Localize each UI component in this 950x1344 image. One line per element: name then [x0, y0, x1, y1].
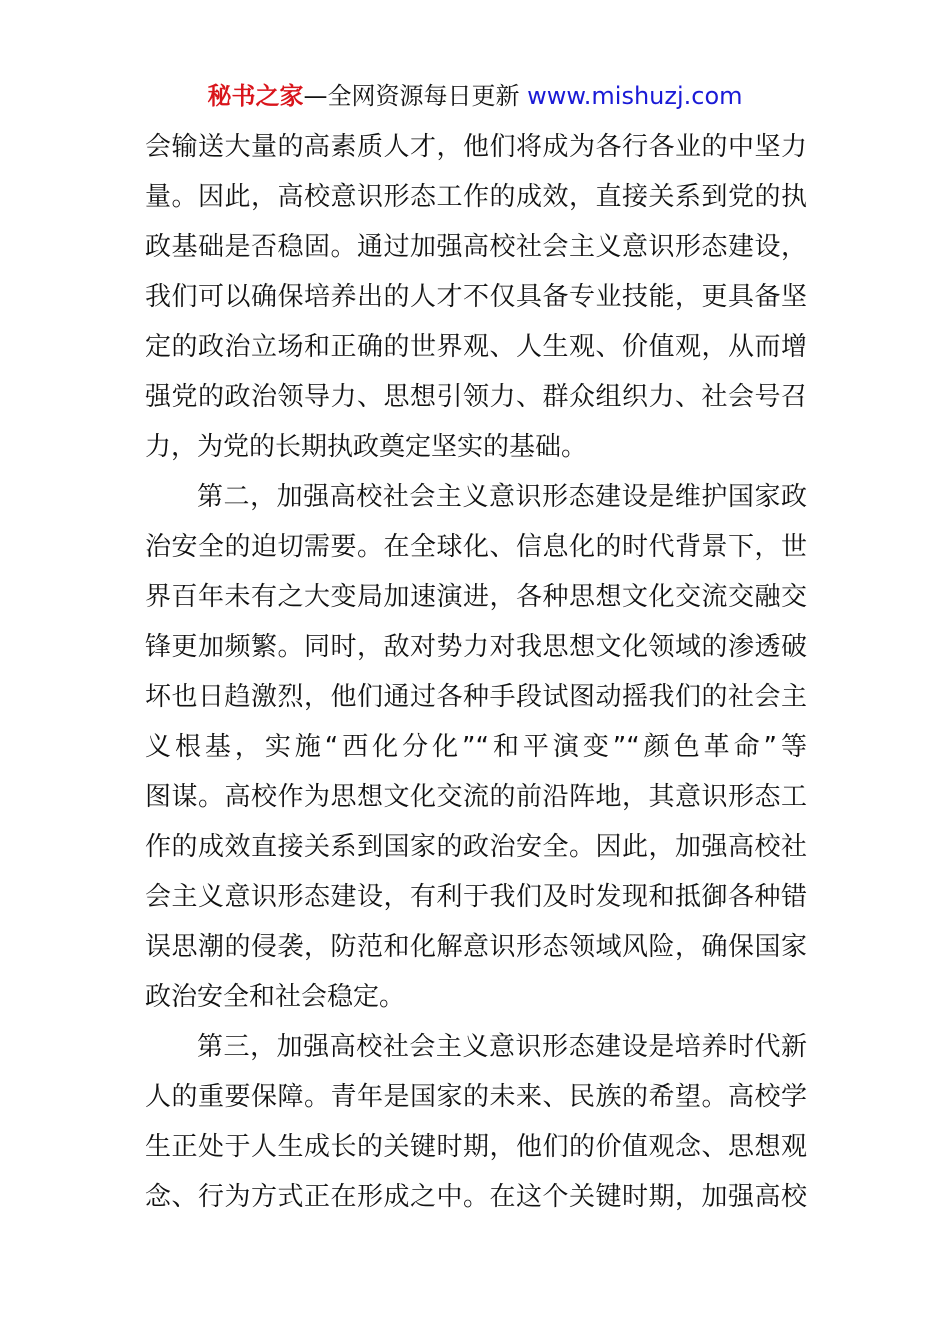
header-tagline: —全网资源每日更新 — [303, 82, 520, 110]
text-line: 界百年未有之大变局加速演进，各种思想文化交流交融交 — [145, 582, 807, 612]
paragraph-start-line: 第三，加强高校社会主义意识形态建设是培养时代新 — [197, 1032, 807, 1062]
text-line: 生正处于人生成长的关键时期，他们的价值观念、思想观 — [145, 1132, 807, 1162]
text-line: 锋更加频繁。同时，敌对势力对我思想文化领域的渗透破 — [145, 632, 807, 662]
text-line: 力，为党的长期执政奠定坚实的基础。 — [145, 432, 588, 462]
document-body — [145, 122, 807, 1222]
paragraph-start-line: 第二，加强高校社会主义意识形态建设是维护国家政 — [197, 482, 807, 512]
text-line: 会主义意识形态建设，有利于我们及时发现和抵御各种错 — [145, 882, 807, 912]
text-line: 人的重要保障。青年是国家的未来、民族的希望。高校学 — [145, 1082, 807, 1112]
text-line: 强党的政治领导力、思想引领力、群众组织力、社会号召 — [145, 382, 807, 412]
text-line: 图谋。高校作为思想文化交流的前沿阵地，其意识形态工 — [145, 782, 807, 812]
text-line: 我们可以确保培养出的人才不仅具备专业技能，更具备坚 — [145, 282, 807, 312]
text-line: 念、行为方式正在形成之中。在这个关键时期，加强高校 — [145, 1182, 807, 1212]
text-line: 误思潮的侵袭，防范和化解意识形态领域风险，确保国家 — [145, 932, 807, 962]
text-line: 量。因此，高校意识形态工作的成效，直接关系到党的执 — [145, 182, 807, 212]
text-line: 作的成效直接关系到国家的政治安全。因此，加强高校社 — [145, 832, 807, 862]
header-brand: 秘书之家 — [207, 82, 304, 110]
header-url-link[interactable]: www.mishuzj.com — [527, 82, 743, 110]
text-line: 会输送大量的高素质人才，他们将成为各行各业的中坚力 — [145, 132, 807, 162]
text-line: 定的政治立场和正确的世界观、人生观、价值观，从而增 — [145, 332, 807, 362]
text-line: 坏也日趋激烈，他们通过各种手段试图动摇我们的社会主 — [145, 682, 807, 712]
text-line: 义根基，实施“西化分化”“和平演变”“颜色革命”等 — [145, 732, 807, 762]
text-line: 治安全的迫切需要。在全球化、信息化的时代背景下，世 — [145, 532, 807, 562]
text-line: 政基础是否稳固。通过加强高校社会主义意识形态建设， — [145, 232, 807, 262]
page-header — [0, 78, 950, 114]
text-line: 政治安全和社会稳定。 — [145, 982, 406, 1012]
